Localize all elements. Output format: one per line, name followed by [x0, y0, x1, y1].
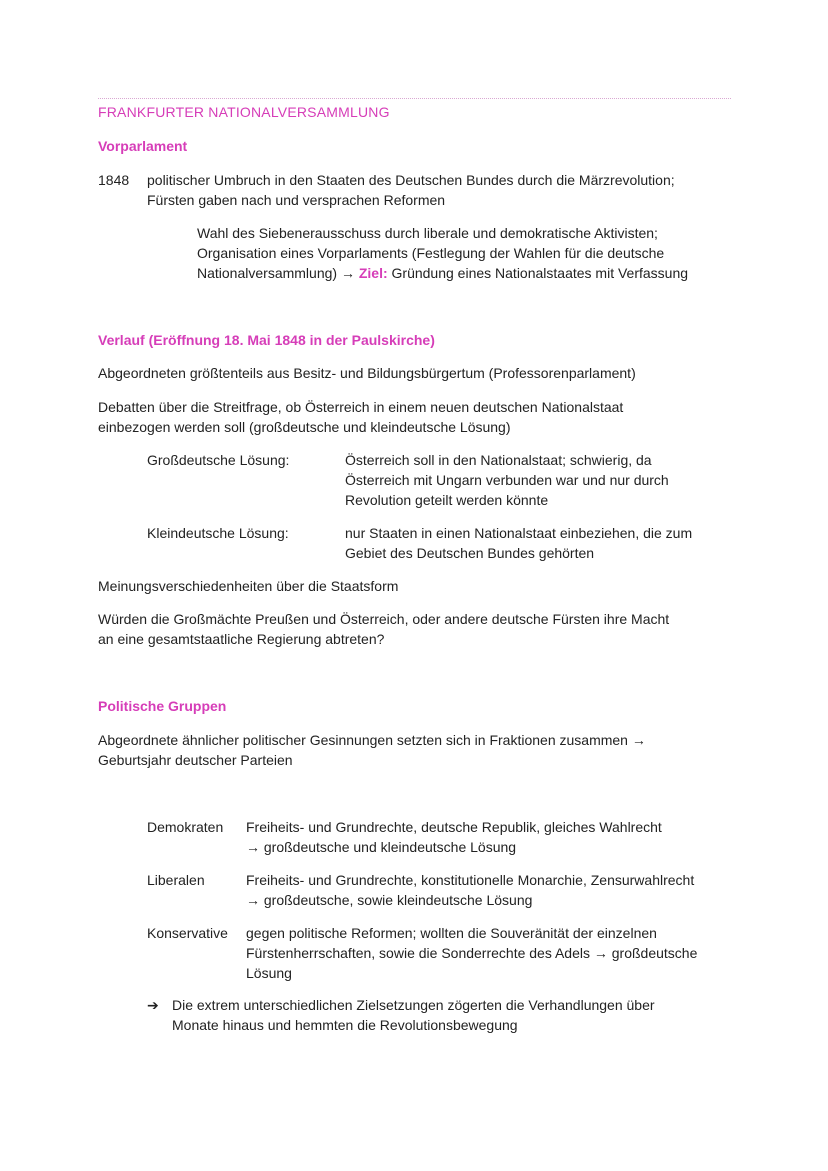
arrow-icon: → [593, 945, 608, 961]
vorparlament-sub-2: Organisation eines Vorparlaments (Festlegung der Wahlen für die deutsche [197, 245, 665, 261]
konservative-desc-3: Lösung [246, 965, 292, 981]
liberalen-desc-1: Freiheits- und Grundrechte, konstitutionelle Monarchie, Zensurwahlrecht [246, 872, 695, 888]
vorparlament-sub-1: Wahl des Siebenerausschuss durch liberale und demokratische Aktivisten; [197, 225, 658, 241]
verlauf-paragraph-4b: an eine gesamtstaatliche Regierung abtreten? [98, 631, 385, 647]
verlauf-paragraph-2a: Debatten über die Streitfrage, ob Österreich in einem neuen deutschen Nationalstaat [98, 399, 624, 415]
gruppen-p1-text: Abgeordnete ähnlicher politischer Gesinnungen setzten sich in Fraktionen zusammen [98, 732, 628, 748]
liberalen-label: Liberalen [147, 872, 205, 888]
konservative-desc-2-text: Fürstenherrschaften, sowie die Sonderrechte des Adels [246, 945, 590, 961]
arrow-bullet-icon: ➔ [147, 997, 159, 1013]
liberalen-desc-2-text: großdeutsche, sowie kleindeutsche Lösung [263, 892, 533, 908]
vorparlament-line-2: Fürsten gaben nach und versprachen Reformen [147, 192, 446, 208]
conclusion-line-2: Monate hinaus und hemmten die Revolutionsbewegung [172, 1017, 518, 1033]
grossdeutsch-desc-3: Revolution geteilt werden könnte [345, 492, 549, 508]
verlauf-paragraph-1: Abgeordneten größtenteils aus Besitz- und Bildungsbürgertum (Professorenparlament) [98, 365, 636, 381]
ziel-label: Ziel: [358, 265, 388, 281]
verlauf-paragraph-2b: einbezogen werden soll (großdeutsche und kleindeutsche Lösung) [98, 419, 511, 435]
top-divider [98, 98, 731, 99]
verlauf-paragraph-3: Meinungsverschiedenheiten über die Staatsform [98, 578, 399, 594]
heading-verlauf: Verlauf (Eröffnung 18. Mai 1848 in der Paulskirche) [98, 332, 435, 348]
vorparlament-sub-3 [197, 263, 688, 283]
demokraten-desc-2 [246, 837, 516, 857]
sub3-post: Gründung eines Nationalstaates mit Verfassung [391, 265, 689, 281]
konservative-label: Konservative [147, 925, 228, 941]
grossdeutsch-label: Großdeutsche Lösung: [147, 452, 290, 468]
konservative-desc-2-end: großdeutsche [611, 945, 698, 961]
sub3-pre: Nationalversammlung) [197, 265, 338, 281]
konservative-desc-2 [246, 943, 697, 963]
vorparlament-line-1: politischer Umbruch in den Staaten des Deutschen Bundes durch die Märzrevolution; [147, 172, 675, 188]
page-title: FRANKFURTER NATIONALVERSAMMLUNG [98, 104, 390, 120]
demokraten-label: Demokraten [147, 819, 224, 835]
konservative-desc-1: gegen politische Reformen; wollten die Souveränität der einzelnen [246, 925, 657, 941]
conclusion-line-1: Die extrem unterschiedlichen Zielsetzungen zögerten die Verhandlungen über [172, 997, 655, 1013]
year-label: 1848 [98, 172, 130, 188]
arrow-icon: → [246, 839, 260, 855]
kleindeutsch-desc-2: Gebiet des Deutschen Bundes gehörten [345, 545, 595, 561]
verlauf-paragraph-4a: Würden die Großmächte Preußen und Österreich, oder andere deutsche Fürsten ihre Macht [98, 611, 670, 627]
gruppen-paragraph-1b: Geburtsjahr deutscher Parteien [98, 752, 293, 768]
grossdeutsch-desc-2: Österreich mit Ungarn verbunden war und nur durch [345, 472, 669, 488]
demokraten-desc-1: Freiheits- und Grundrechte, deutsche Republik, gleiches Wahlrecht [246, 819, 662, 835]
heading-politische-gruppen: Politische Gruppen [98, 698, 227, 714]
kleindeutsch-label: Kleindeutsche Lösung: [147, 525, 289, 541]
demokraten-desc-2-text: großdeutsche und kleindeutsche Lösung [263, 839, 517, 855]
arrow-icon: → [246, 892, 260, 908]
grossdeutsch-desc-1: Österreich soll in den Nationalstaat; schwierig, da [345, 452, 652, 468]
liberalen-desc-2 [246, 890, 532, 910]
gruppen-paragraph-1a [98, 730, 738, 750]
arrow-icon: → [340, 265, 355, 281]
heading-vorparlament: Vorparlament [98, 138, 188, 154]
kleindeutsch-desc-1: nur Staaten in einen Nationalstaat einbeziehen, die zum [345, 525, 693, 541]
arrow-icon: → [631, 732, 646, 748]
